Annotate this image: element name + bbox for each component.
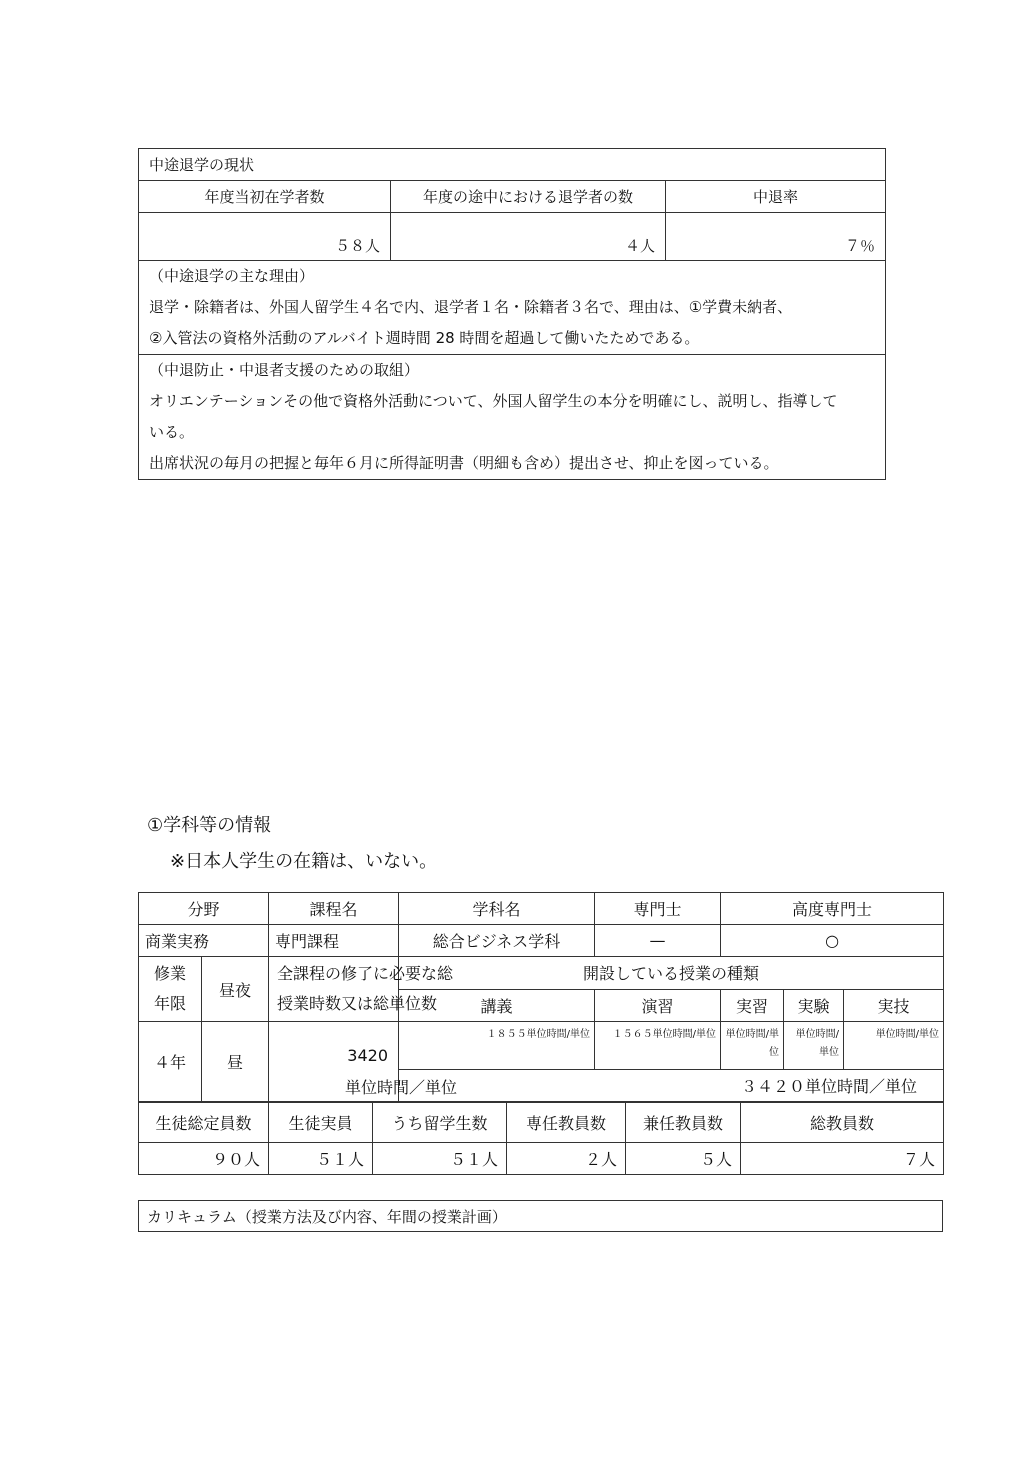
total-hours-number: 3420 [347,1046,389,1065]
years-header-line: 修業 [153,964,186,983]
measures-line: 出席状況の毎月の把握と毎年６月に所得証明書（明細も含め）提出させ、抑止を図っている。 [149,454,779,472]
curriculum-heading: カリキュラム（授業方法及び内容、年間の授業計画） [139,1201,943,1232]
capacity-header: 生徒総定員数 [139,1103,269,1143]
advanced-value: ○ [721,925,944,957]
skill-header: 実技 [844,989,944,1022]
reason-line: ②入管法の資格外活動のアルバイト週時間 28 時間を超過して働いたためである。 [149,329,700,347]
reason-heading: （中途退学の主な理由） [149,267,315,285]
daynight-header: 昼夜 [202,957,269,1022]
daynight-value: 昼 [202,1022,269,1102]
department-table [138,892,944,1102]
dropout-heading: 中途退学の現状 [139,149,886,181]
col-enrolled-header: 年度当初在学者数 [139,181,391,213]
advanced-header: 高度専門士 [721,893,944,925]
total-hours-unit: 単位時間／単位 [345,1078,458,1097]
years-header-line: 年限 [153,994,186,1013]
enrolled-value: ５８人 [139,213,391,261]
capacity-value: ９０人 [139,1143,269,1175]
dept-header: 学科名 [399,893,595,925]
years-value: ４年 [139,1022,202,1102]
total-staff-header: 総教員数 [741,1103,944,1143]
col-rate-header: 中退率 [666,181,886,213]
fulltime-header: 専任教員数 [507,1103,626,1143]
dept-value: 総合ビジネス学科 [399,925,595,957]
fulltime-value: ２人 [507,1143,626,1175]
experiment-header: 実験 [784,989,844,1022]
total-hours-value [269,1022,458,1102]
measures-line: いる。 [149,423,195,441]
exercise-value: １５６５単位時間/単位 [595,1022,721,1070]
dropout-table [138,148,886,480]
practice-header: 実習 [721,989,784,1022]
skill-value: 単位時間/単位 [844,1022,944,1070]
actual-value: ５１人 [269,1143,373,1175]
practice-value: 単位時間/単位 [721,1022,784,1070]
specialist-value: — [595,925,721,957]
reason-line: 退学・除籍者は、外国人留学生４名で内、退学者１名・除籍者３名で、理由は、①学費未納者、 [149,298,793,316]
section-note: ※日本人学生の在籍は、いない。 [170,851,438,872]
field-value: 商業実務 [139,925,269,957]
intl-header: うち留学生数 [373,1103,507,1143]
measures-line: オリエンテーションその他で資格外活動について、外国人留学生の本分を明確にし、説明し、指導して [149,392,838,410]
actual-header: 生徒実員 [269,1103,373,1143]
class-types-header: 開設している授業の種類 [399,957,944,990]
reason-block [139,261,886,355]
total-hours-header-line: 授業時数又は総単位数 [277,994,438,1013]
intl-value: ５１人 [373,1143,507,1175]
rate-value: ７％ [666,213,886,261]
course-header: 課程名 [269,893,399,925]
parttime-header: 兼任教員数 [626,1103,741,1143]
course-value: 専門課程 [269,925,399,957]
parttime-value: ５人 [626,1143,741,1175]
lecture-header: 講義 [399,989,595,1022]
lecture-value: １８５５単位時間/単位 [399,1022,595,1070]
specialist-header: 専門士 [595,893,721,925]
staff-table [138,1102,944,1175]
total-staff-value: ７人 [741,1143,944,1175]
withdrawn-value: ４人 [391,213,666,261]
total-hours-header-line: 全課程の修了に必要な総 [277,964,454,983]
curriculum-table [138,1200,943,1232]
section-title: ①学科等の情報 [147,815,272,836]
measures-block [139,355,886,480]
measures-heading: （中退防止・中退者支援のための取組） [149,361,420,379]
total-hours-header [269,957,454,1022]
class-types-total: ３４２０単位時間／単位 [399,1070,944,1102]
field-header: 分野 [139,893,269,925]
exercise-header: 演習 [595,989,721,1022]
years-header [139,957,202,1022]
col-withdrawn-header: 年度の途中における退学者の数 [391,181,666,213]
experiment-value: 単位時間/単位 [784,1022,844,1070]
